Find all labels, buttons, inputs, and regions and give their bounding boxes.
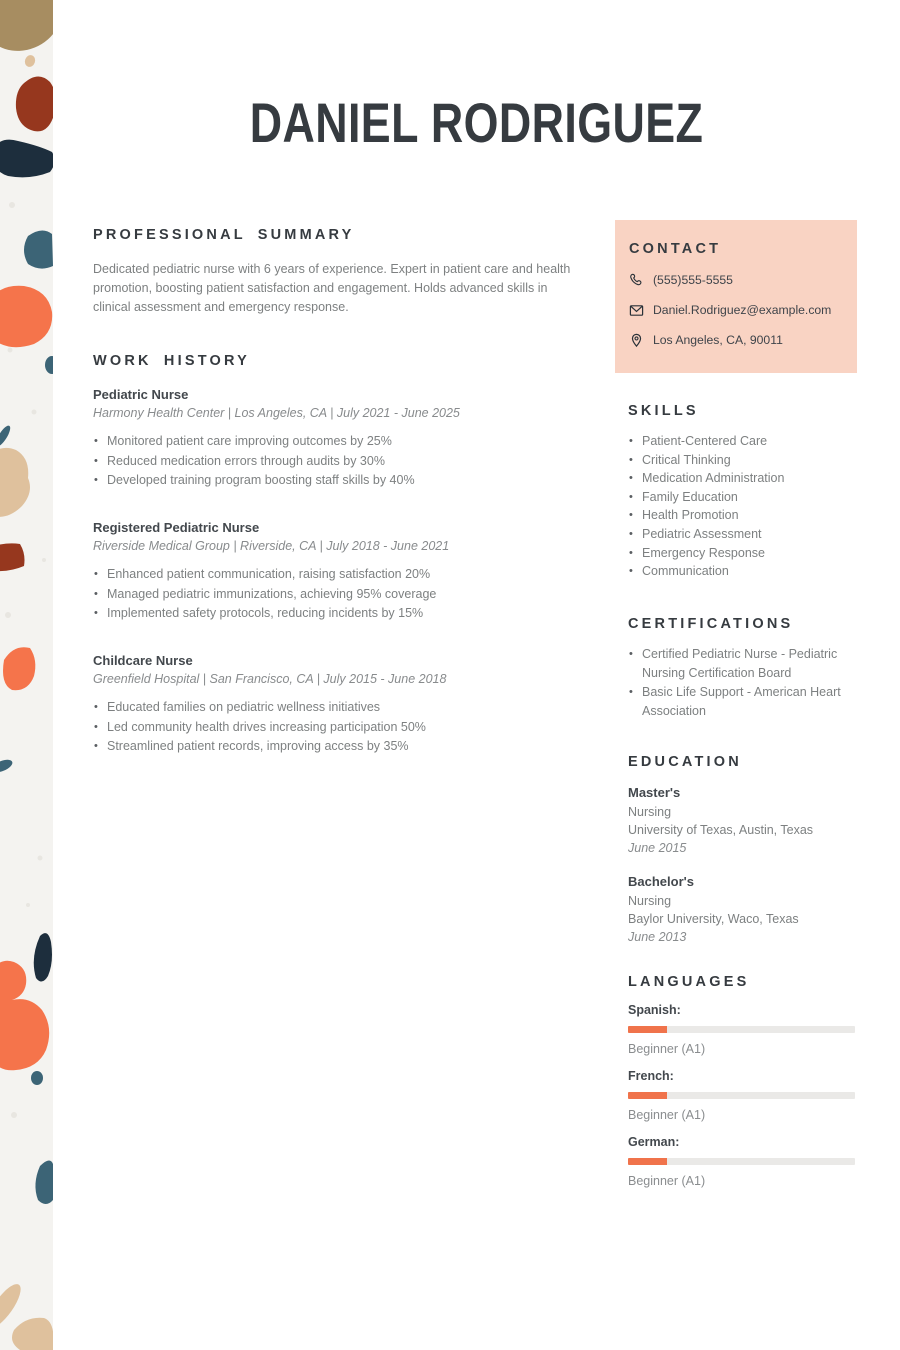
job-entry bbox=[93, 520, 585, 624]
degree-school: University of Texas, Austin, Texas bbox=[628, 823, 814, 837]
language-level-fill bbox=[628, 1026, 667, 1033]
job-bullet-list bbox=[93, 432, 585, 491]
certification-item: • Basic Life Support - American Heart Association bbox=[628, 683, 858, 721]
job-meta: Greenfield Hospital | San Francisco, CA | July 2015 - June 2018 bbox=[93, 672, 447, 686]
language-entry bbox=[628, 1069, 858, 1122]
job-title: Registered Pediatric Nurse bbox=[93, 520, 260, 535]
language-name: German: bbox=[628, 1135, 680, 1149]
job-title: Childcare Nurse bbox=[93, 653, 193, 668]
contact-email-row bbox=[629, 300, 843, 320]
language-name: Spanish: bbox=[628, 1003, 681, 1017]
job-meta: Riverside Medical Group | Riverside, CA | July 2018 - June 2021 bbox=[93, 539, 450, 553]
degree-name: Bachelor's bbox=[628, 874, 694, 889]
skill-item: • Emergency Response bbox=[628, 544, 858, 563]
job-entry bbox=[93, 653, 585, 757]
terrazzo-sidebar bbox=[0, 0, 53, 1350]
map-pin-icon bbox=[629, 333, 644, 348]
contact-location-row bbox=[629, 330, 843, 350]
languages-section bbox=[628, 974, 858, 1188]
contact-card bbox=[615, 220, 857, 373]
certifications-heading: CERTIFICATIONS bbox=[628, 616, 794, 632]
language-entry bbox=[628, 1003, 858, 1056]
skill-item: • Pediatric Assessment bbox=[628, 525, 858, 544]
summary-text: Dedicated pediatric nurse with 6 years of experience. Expert in patient care and health promotion, boosting patient satisfaction and engagement. Holds advanced skills in clinical assessment and emergency response. bbox=[93, 262, 571, 314]
summary-heading: PROFESSIONAL SUMMARY bbox=[93, 227, 355, 243]
contact-heading: CONTACT bbox=[629, 241, 722, 257]
language-level-fill bbox=[628, 1158, 667, 1165]
degree-entry bbox=[628, 874, 858, 946]
phone-icon bbox=[629, 273, 644, 288]
education-heading: EDUCATION bbox=[628, 754, 742, 770]
contact-rows bbox=[629, 270, 843, 350]
certification-item: • Certified Pediatric Nurse - Pediatric Nursing Certification Board bbox=[628, 645, 858, 683]
skill-item: • Health Promotion bbox=[628, 506, 858, 525]
degree-date: June 2013 bbox=[628, 930, 687, 944]
skills-list bbox=[628, 432, 858, 581]
name-header bbox=[53, 90, 900, 155]
job-bullet: • Implemented safety protocols, reducing incidents by 15% bbox=[93, 604, 585, 624]
job-bullet: • Educated families on pediatric wellness initiatives bbox=[93, 698, 585, 718]
skill-item: • Communication bbox=[628, 562, 858, 581]
contact-email: Daniel.Rodriguez@example.com bbox=[653, 303, 832, 317]
certifications-section bbox=[628, 616, 858, 721]
education-section bbox=[628, 754, 858, 946]
job-bullet: • Monitored patient care improving outcomes by 25% bbox=[93, 432, 585, 452]
skills-heading: SKILLS bbox=[628, 403, 699, 419]
language-name: French: bbox=[628, 1069, 674, 1083]
job-title: Pediatric Nurse bbox=[93, 387, 189, 402]
job-bullet: • Streamlined patient records, improving access by 35% bbox=[93, 737, 585, 757]
skill-item: • Medication Administration bbox=[628, 469, 858, 488]
skill-item: • Critical Thinking bbox=[628, 451, 858, 470]
job-bullet: • Managed pediatric immunizations, achieving 95% coverage bbox=[93, 585, 585, 605]
candidate-name: DANIEL RODRIGUEZ bbox=[249, 91, 704, 154]
job-bullet: • Developed training program boosting staff skills by 40% bbox=[93, 471, 585, 491]
skills-section bbox=[628, 403, 858, 581]
job-bullet-list bbox=[93, 565, 585, 624]
job-entry bbox=[93, 387, 585, 491]
language-level-bar bbox=[628, 1026, 855, 1033]
skill-item: • Patient-Centered Care bbox=[628, 432, 858, 451]
skill-item: • Family Education bbox=[628, 488, 858, 507]
language-entry bbox=[628, 1135, 858, 1188]
professional-summary-section bbox=[93, 227, 585, 317]
degree-field: Nursing bbox=[628, 894, 672, 908]
language-level-text: Beginner (A1) bbox=[628, 1042, 706, 1056]
degree-entry bbox=[628, 785, 858, 857]
degree-date: June 2015 bbox=[628, 841, 687, 855]
language-level-bar bbox=[628, 1158, 855, 1165]
language-level-text: Beginner (A1) bbox=[628, 1108, 706, 1122]
work-history-heading: WORK HISTORY bbox=[93, 353, 250, 369]
contact-phone-row bbox=[629, 270, 843, 290]
job-bullet: • Enhanced patient communication, raising satisfaction 20% bbox=[93, 565, 585, 585]
contact-phone: (555)555-5555 bbox=[653, 273, 733, 287]
certifications-list bbox=[628, 645, 858, 721]
degree-field: Nursing bbox=[628, 805, 672, 819]
contact-location: Los Angeles, CA, 90011 bbox=[653, 333, 783, 347]
job-bullet: • Reduced medication errors through audits by 30% bbox=[93, 452, 585, 472]
languages-heading: LANGUAGES bbox=[628, 974, 750, 990]
terrazzo-pattern-graphic bbox=[0, 0, 53, 1350]
job-meta: Harmony Health Center | Los Angeles, CA | July 2021 - June 2025 bbox=[93, 406, 460, 420]
degree-name: Master's bbox=[628, 785, 681, 800]
language-level-bar bbox=[628, 1092, 855, 1099]
language-level-text: Beginner (A1) bbox=[628, 1174, 706, 1188]
degree-school: Baylor University, Waco, Texas bbox=[628, 912, 799, 926]
job-bullet-list bbox=[93, 698, 585, 757]
envelope-icon bbox=[629, 303, 644, 318]
job-bullet: • Led community health drives increasing participation 50% bbox=[93, 718, 585, 738]
language-level-fill bbox=[628, 1092, 667, 1099]
